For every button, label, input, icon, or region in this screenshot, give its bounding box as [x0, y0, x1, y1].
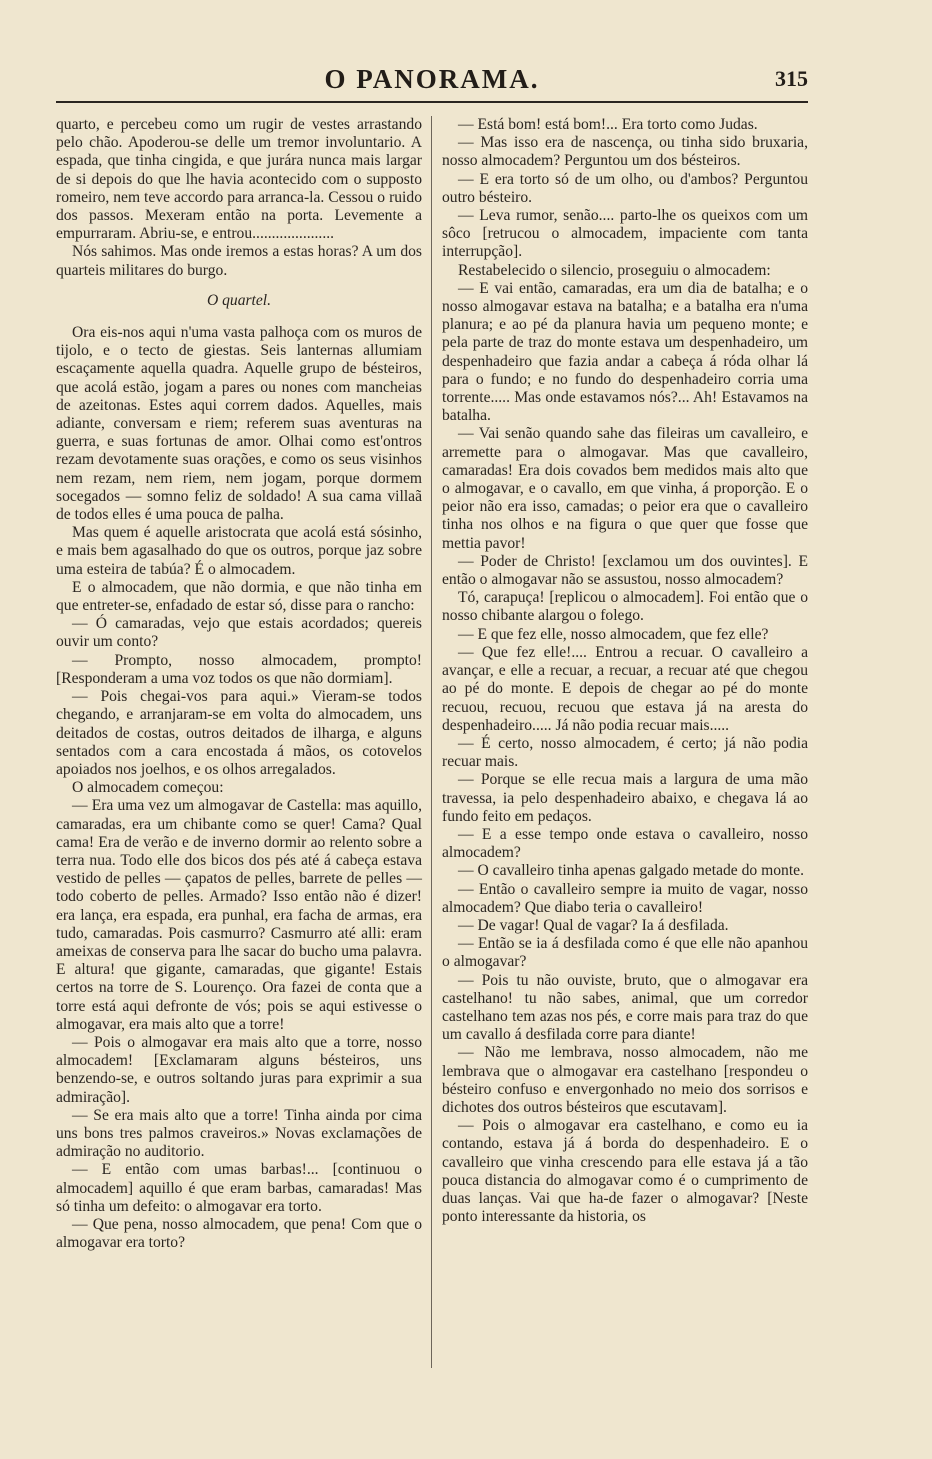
paragraph: — E era torto só de um olho, ou d'ambos? Perguntou outro bésteiro. — [442, 170, 808, 206]
header-rule — [56, 101, 808, 103]
section-heading: O quartel. — [206, 291, 272, 309]
paragraph: — O cavalleiro tinha apenas galgado metade do monte. — [458, 862, 804, 880]
paragraph: — Pois o almogavar era castelhano, e como eu ia contando, estava já á borda do despenhadeiro. E o cavalleiro que vinha crescendo para elle estava já a tão pouca distancia do almogavar como é o cumprimento de duas lanças. Vai que ha-de fazer o almogavar? [Neste ponto interessante da historia, os — [442, 1117, 808, 1226]
paragraph: — Ó camaradas, vejo que estais acordados; quereis ouvir um conto? — [56, 615, 422, 651]
paragraph: — Prompto, nosso almocadem, prompto! [Responderam a uma voz todos os que não dormiam]. — [56, 651, 422, 687]
paragraph: Ora eis-nos aqui n'uma vasta palhoça com os muros de tijolo, e o tecto de giestas. Seis lanternas allumiam escaçamente aquella quadra. Aquelle grupo de bésteiros, que acolá estão, jogam a pares ou nones com mancheias de azeitonas. Estes aqui correm dados. Aquelles, mais adiante, conversam e riem; referem suas aventuras na guerra, e suas fortunas de amor. Olhai como est'ontros rezam devotamente suas orações, e como os seus visinhos nem rezam, nem riem, nem jogam, porque dormem socegados — somno feliz de soldado! A sua cama villaã de todos elles é uma pouca de palha. — [56, 324, 422, 524]
paragraph: O almocadem começou: — [72, 779, 224, 797]
right-column — [442, 116, 808, 1226]
paragraph: — Pois chegai-vos para aqui.» Vieram-se todos chegando, e arranjaram-se em volta do almocadem, uns deitados de costas, outros deitados de ilharga, e alguns sentados com a cara encostada á mãos, os cotovelos apoiados nos joelhos, e os olhos arregalados. — [56, 688, 422, 778]
paragraph: — Está bom! está bom!... Era torto como Judas. — [458, 116, 758, 133]
paragraph: — Pois o almogavar era mais alto que a torre, nosso almocadem! [Exclamaram alguns bésteiros, uns benzendo-se, e outros soltando juras para exprimir a sua admiração]. — [56, 1033, 422, 1106]
paragraph: — E a esse tempo onde estava o cavalleiro, nosso almocadem? — [442, 825, 808, 862]
paragraph: — Vai senão quando sahe das fileiras um cavalleiro, e arremette para o almogavar. Mas que cavalleiro, camaradas! Era dois covados bem medidos mais alto que o almogavar, e o cavallo, em que vinha, á proporção. E o peior não era isso, camadas; o peior era que o cavalleiro tinha nos olhos e na figura o que quer que fosse que mettia pavor! — [442, 425, 808, 552]
paragraph: — Então se ia á desfilada como é que elle não apanhou o almogavar? — [442, 935, 808, 971]
paragraph: — E que fez elle, nosso almocadem, que fez elle? — [458, 625, 769, 643]
paragraph: — E vai então, camaradas, era um dia de batalha; e o nosso almogavar estava na batalha; e a batalha era n'uma planura; e ao pé da planura havia um pequeno monte; e pela parte de traz do monte estava um despenhadeiro, um despenhadeiro que fazia andar a cabeça á róda olhar lá para o fundo; e no fundo do despenhadeiro corria uma torrente..... Mas onde estavamos nós?... Ah! Estavamos na batalha. — [442, 279, 808, 425]
paragraph: E o almocadem, que não dormia, e que não tinha em que entreter-se, enfadado de estar só, disse para o rancho: — [56, 578, 422, 615]
paragraph: quarto, e percebeu como um rugir de vestes arrastando pelo chão. Apoderou-se delle um tremor involuntario. A espada, que tinha cingida, e que jurára nunca mais largar de si depois do que lhe havia acontecido com o supposto romeiro, nem teve accordo para arranca-la. Cessou o ruido dos passos. Mexeram então na porta. Levemente a empurraram. Abriu-se, e entrou..................... — [56, 116, 422, 243]
column-divider — [431, 116, 432, 1368]
paragraph: — E então com umas barbas!... [continuou o almocadem] aquillo é que eram barbas, camaradas! Mas só tinha um defeito: o almogavar era torto. — [56, 1161, 422, 1215]
paragraph: Tó, carapuça! [replicou o almocadem]. Foi então que o nosso chibante alargou o folego. — [442, 589, 808, 625]
paragraph: — Poder de Christo! [exclamou um dos ouvintes]. E então o almogavar não se assustou, nosso almocadem? — [442, 552, 808, 589]
paragraph: — É certo, nosso almocadem, é certo; já não podia recuar mais. — [442, 734, 808, 771]
paragraph: — Se era mais alto que a torre! Tinha ainda por cima uns bons tres palmos craveiros.» Novas exclamações de admiração no auditorio. — [56, 1106, 422, 1161]
paragraph: — Que pena, nosso almocadem, que pena! Com que o almogavar era torto? — [56, 1215, 422, 1252]
paragraph: — Então o cavalleiro sempre ia muito de vagar, nosso almocadem? Que diabo teria o cavalleiro! — [442, 880, 808, 916]
paragraph: — Que fez elle!.... Entrou a recuar. O cavalleiro a avançar, e elle a recuar, a recuar, a recuar até que chegou ao pé do monte. E depois de chegar ao pé do monte recuou, recuou, recuou que estava já na aresta do despenhadeiro..... Já não podia recuar mais..... — [442, 643, 808, 734]
page-header — [56, 58, 808, 102]
paragraph: — Não me lembrava, nosso almocadem, não me lembrava que o almogavar era castelhano [respondeu o bésteiro confuso e envergonhado no meio dos sorrisos e dichotes dos outros bésteiros que escutavam]. — [442, 1044, 808, 1116]
journal-title: O PANORAMA. — [324, 64, 540, 94]
paragraph: Mas quem é aquelle aristocrata que acolá está sósinho, e mais bem agasalhado do que os outros, porque jaz sobre uma esteira de tabúa? É o almocadem. — [56, 524, 422, 578]
paragraph: Restabelecido o silencio, proseguiu o almocadem: — [458, 261, 771, 279]
paragraph: — Porque se elle recua mais a largura de uma mão travessa, ia pelo despenhadeiro abaixo, e chegava lá ao fundo feito em pedaços. — [442, 771, 808, 825]
paragraph: Nós sahimos. Mas onde iremos a estas horas? A um dos quarteis militares do burgo. — [56, 243, 422, 279]
paragraph: — Mas isso era de nascença, ou tinha sido bruxaria, nosso almocadem? Perguntou um dos bésteiros. — [442, 134, 808, 170]
paragraph: — De vagar! Qual de vagar? Ia á desfilada. — [458, 916, 729, 934]
paragraph: — Leva rumor, senão.... parto-lhe os queixos com um sôco [retrucou o almocadem, impaciente com tanta interrupção]. — [442, 207, 808, 261]
paragraph: — Era uma vez um almogavar de Castella: mas aquillo, camaradas, era um chibante como se quer! Cama? Qual cama! Era de verão e de inverno dormir ao relento sobre a terra nua. Todo elle dos bicos dos pés até á cabeça estava vestido de pelles — çapatos de pelles, barrete de pelles — todo coberto de pelles. Armado? Isso então não é dizer! era lança, era espada, era punhal, era facha de armas, era tudo, camaradas. Pois casmurro? Casmurro até alli: eram ameixas de conserva para lhe sacar do bucho uma palavra. E altura! que gigante, camaradas, que gigante! Estais certos na torre de S. Lourenço. Ora fazei de conta que a torre está aqui defronte de vós; pois se aqui estivesse o almogavar, era mais alto que a torre! — [56, 797, 422, 1033]
paragraph: — Pois tu não ouviste, bruto, que o almogavar era castelhano! tu não sabes, animal, que um corredor castelhano tem azas nos pés, e corre mais para traz do que um cavallo á desfilada corre para diante! — [442, 971, 808, 1044]
left-column — [56, 116, 422, 1252]
page-number: 315 — [775, 66, 808, 91]
